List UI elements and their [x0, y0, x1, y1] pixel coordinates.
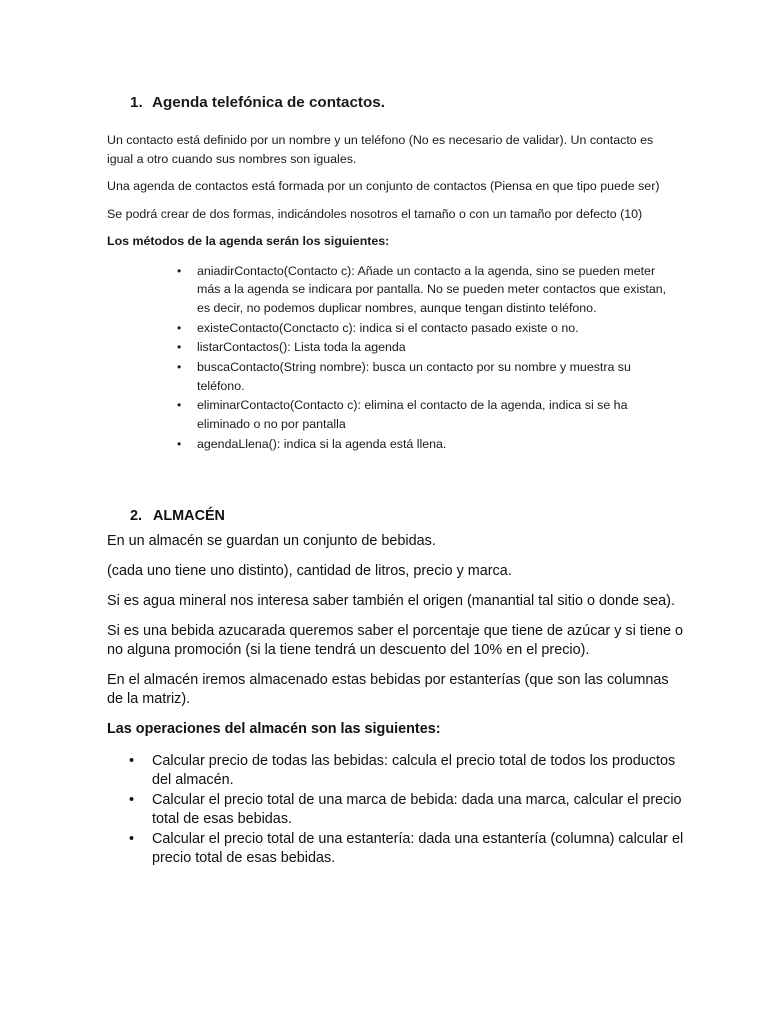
list-item	[129, 791, 687, 829]
method-agenda-llena: agendaLlena(): indica si la agenda está llena.	[197, 436, 447, 451]
paragraph-agenda-definicion: Una agenda de contactos está formada por un conjunto de contactos (Piensa en que tipo puede ser)	[107, 179, 660, 193]
list-item	[129, 752, 687, 790]
section-1-title: Agenda telefónica de contactos.	[152, 94, 385, 111]
bullet-icon: •	[177, 263, 182, 278]
paragraph-estanterias: En el almacén iremos almacenado estas bebidas por estanterías (que son las columnas de la matriz).	[107, 672, 669, 707]
bullet-icon: •	[177, 360, 182, 375]
paragraph-agua-mineral: Si es agua mineral nos interesa saber también el origen (manantial tal sitio o donde sea).	[107, 593, 675, 609]
paragraph-almacen-bebidas: En un almacén se guardan un conjunto de bebidas.	[107, 533, 436, 549]
section-agenda	[107, 92, 667, 455]
paragraph-agenda-creacion: Se podrá crear de dos formas, indicándoles nosotros el tamaño o con un tamaño por defecto (10)	[107, 206, 643, 221]
bullet-icon: •	[177, 398, 182, 413]
list-item	[177, 358, 667, 395]
methods-list	[107, 262, 667, 454]
paragraph-atributos: (cada uno tiene uno distinto), cantidad de litros, precio y marca.	[107, 563, 512, 579]
operation-precio-todas: Calcular precio de todas las bebidas: calcula el precio total de todos los productos del almacén.	[152, 753, 676, 788]
bullet-icon: •	[129, 831, 135, 847]
operation-precio-estanteria: Calcular el precio total de una estantería: dada una estantería (columna) calcular el precio total de esas bebidas.	[152, 831, 684, 866]
list-item	[177, 338, 667, 357]
section-2-title: ALMACÉN	[153, 508, 225, 524]
bullet-icon: •	[177, 320, 182, 335]
section-1-number: 1.	[130, 94, 143, 111]
section-1-heading	[130, 92, 667, 114]
section-2-number: 2.	[130, 508, 143, 524]
list-item	[129, 830, 687, 868]
method-listar-contactos: listarContactos(): Lista toda la agenda	[197, 340, 406, 355]
list-item	[177, 262, 667, 318]
operations-list	[107, 752, 687, 868]
bullet-icon: •	[177, 340, 182, 355]
operation-precio-marca: Calcular el precio total de una marca de bebida: dada una marca, calcular el precio total de esas bebidas.	[152, 792, 682, 827]
paragraph-bebida-azucarada: Si es una bebida azucarada queremos saber el porcentaje que tiene de azúcar y si tiene o no alguna promoción (si la tiene tendrá un descuento del 10% en el precio).	[107, 623, 683, 658]
list-item	[177, 319, 667, 338]
methods-heading: Los métodos de la agenda serán los siguientes:	[107, 234, 390, 248]
method-busca-contacto: buscaContacto(String nombre): busca un contacto por su nombre y muestra su teléfono.	[197, 360, 631, 393]
list-item	[177, 435, 667, 454]
method-existe-contacto: existeContacto(Conctacto c): indica si el contacto pasado existe o no.	[197, 320, 579, 335]
section-almacen	[107, 506, 687, 869]
section-2-heading	[130, 506, 687, 526]
bullet-icon: •	[177, 436, 182, 451]
operations-heading: Las operaciones del almacén son las siguientes:	[107, 721, 441, 737]
bullet-icon: •	[129, 792, 135, 808]
bullet-icon: •	[129, 753, 135, 769]
method-eliminar-contacto: eliminarContacto(Contacto c): elimina el contacto de la agenda, indica si se ha eliminado o no por pantalla	[197, 398, 628, 432]
paragraph-contacto-definicion: Un contacto está definido por un nombre y un teléfono (No es necesario de validar). Un contacto es igual a otro cuando sus nombres son iguales.	[107, 133, 654, 166]
method-aniadir-contacto: aniadirContacto(Contacto c): Añade un contacto a la agenda, sino se pueden meter más a la agenda se indicara por pantalla. No se pueden meter contactos que existan, es decir, no podemos duplicar nombres, aunque tengan distinto teléfono.	[197, 263, 667, 315]
list-item	[177, 396, 667, 433]
